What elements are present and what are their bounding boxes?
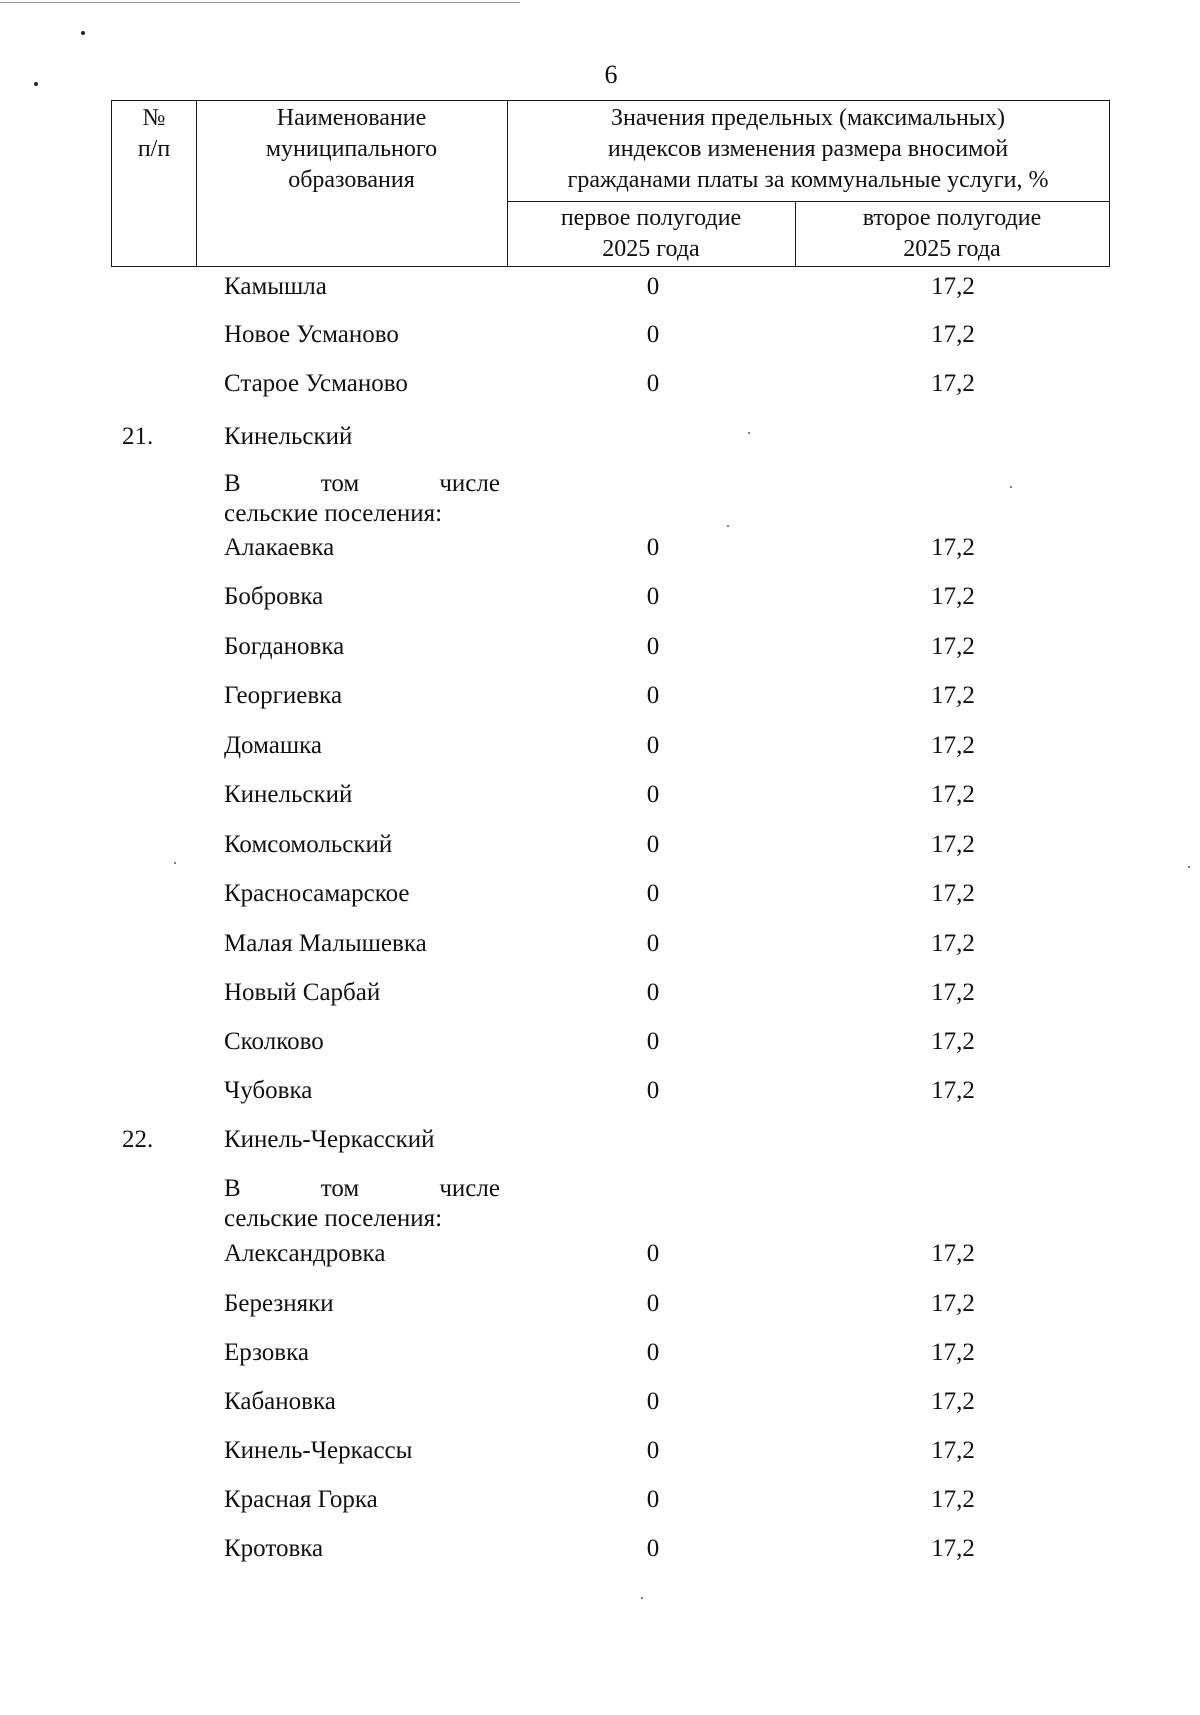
row-value-second-half: 17,2	[931, 1290, 975, 1317]
row-value-second-half: 17,2	[931, 370, 975, 397]
row-value-second-half: 17,2	[931, 1535, 975, 1562]
header-text: индексов изменения размера вносимой	[607, 136, 1009, 162]
row-value-first-half: 0	[646, 1240, 660, 1267]
row-value-first-half: 0	[646, 930, 660, 957]
row-value-first-half: 0	[646, 1486, 660, 1513]
row-value-first-half: 0	[646, 880, 660, 907]
header-text: Наименование	[276, 105, 427, 131]
header-text: муниципального	[265, 136, 438, 162]
row-value-first-half: 0	[646, 781, 660, 808]
row-name: Березняки	[224, 1290, 334, 1317]
row-number: 21.	[122, 423, 154, 450]
row-value-second-half: 17,2	[931, 880, 975, 907]
row-name: Домашка	[224, 732, 322, 759]
row-name: Сколково	[224, 1028, 324, 1055]
row-name: Кинельский	[224, 423, 353, 450]
row-value-first-half: 0	[646, 1339, 660, 1366]
row-value-first-half: 0	[646, 1028, 660, 1055]
subheader-line: сельские поселения:	[224, 1205, 443, 1232]
row-value-second-half: 17,2	[931, 1240, 975, 1267]
row-value-first-half: 0	[646, 1388, 660, 1415]
row-value-second-half: 17,2	[931, 930, 975, 957]
page-number: 6	[604, 60, 618, 89]
row-value-second-half: 17,2	[931, 1028, 975, 1055]
row-value-second-half: 17,2	[931, 1077, 975, 1104]
header-text: образования	[288, 167, 415, 193]
row-value-second-half: 17,2	[931, 583, 975, 610]
subheader-word: том	[320, 470, 360, 497]
row-name: Красносамарское	[224, 880, 410, 907]
row-name: Кинель-Черкассы	[224, 1437, 413, 1464]
row-name: Бобровка	[224, 583, 324, 610]
row-value-first-half: 0	[646, 1290, 660, 1317]
row-value-first-half: 0	[646, 273, 660, 300]
row-name: Красная Горка	[224, 1486, 378, 1513]
row-value-first-half: 0	[646, 831, 660, 858]
row-name: Старое Усманово	[224, 370, 408, 397]
row-value-first-half: 0	[646, 1077, 660, 1104]
row-value-second-half: 17,2	[931, 633, 975, 660]
header-text: 2025 года	[602, 236, 700, 262]
row-value-second-half: 17,2	[931, 979, 975, 1006]
row-name: Георгиевка	[224, 682, 343, 709]
header-text: второе полугодие	[862, 205, 1042, 231]
subheader-line: сельские поселения:	[224, 500, 443, 527]
row-name: Кинельский	[224, 781, 353, 808]
row-value-first-half: 0	[646, 979, 660, 1006]
row-name: Чубовка	[224, 1077, 313, 1104]
subheader-rural-settlements	[224, 469, 500, 529]
row-value-second-half: 17,2	[931, 1388, 975, 1415]
row-value-second-half: 17,2	[931, 682, 975, 709]
row-name: Кинель-Черкасский	[224, 1126, 435, 1153]
header-text: №	[142, 105, 166, 131]
row-value-second-half: 17,2	[931, 831, 975, 858]
row-value-second-half: 17,2	[931, 1486, 975, 1513]
row-value-second-half: 17,2	[931, 732, 975, 759]
row-name: Ерзовка	[224, 1339, 309, 1366]
row-value-first-half: 0	[646, 732, 660, 759]
row-name: Александровка	[224, 1240, 386, 1267]
row-name: Камышла	[224, 273, 327, 300]
subheader-word: числе	[439, 1175, 500, 1202]
row-name: Новое Усманово	[224, 321, 399, 348]
subheader-word: числе	[439, 470, 500, 497]
row-number: 22.	[122, 1126, 154, 1153]
row-value-first-half: 0	[646, 534, 660, 561]
header-text: первое полугодие	[560, 205, 742, 231]
row-value-second-half: 17,2	[931, 321, 975, 348]
row-value-first-half: 0	[646, 1535, 660, 1562]
row-name: Новый Сарбай	[224, 979, 381, 1006]
header-text: п/п	[137, 136, 171, 162]
row-value-second-half: 17,2	[931, 534, 975, 561]
row-value-first-half: 0	[646, 321, 660, 348]
row-value-first-half: 0	[646, 682, 660, 709]
row-value-second-half: 17,2	[931, 1339, 975, 1366]
row-name: Алакаевка	[224, 534, 335, 561]
header-text: 2025 года	[903, 236, 1001, 262]
header-text: Значения предельных (максимальных)	[611, 105, 1005, 131]
header-text: гражданами платы за коммунальные услуги, %	[567, 167, 1049, 193]
row-name: Богдановка	[224, 633, 345, 660]
row-name: Кротовка	[224, 1535, 324, 1562]
row-value-first-half: 0	[646, 633, 660, 660]
row-value-second-half: 17,2	[931, 781, 975, 808]
row-value-second-half: 17,2	[931, 1437, 975, 1464]
row-name: Кабановка	[224, 1388, 336, 1415]
subheader-rural-settlements	[224, 1174, 500, 1234]
row-name: Комсомольский	[224, 831, 393, 858]
subheader-word: В	[224, 1175, 241, 1202]
row-value-first-half: 0	[646, 583, 660, 610]
row-name: Малая Малышевка	[224, 930, 427, 957]
row-value-first-half: 0	[646, 1437, 660, 1464]
row-value-first-half: 0	[646, 370, 660, 397]
row-value-second-half: 17,2	[931, 273, 975, 300]
subheader-word: том	[320, 1175, 360, 1202]
subheader-word: В	[224, 470, 241, 497]
